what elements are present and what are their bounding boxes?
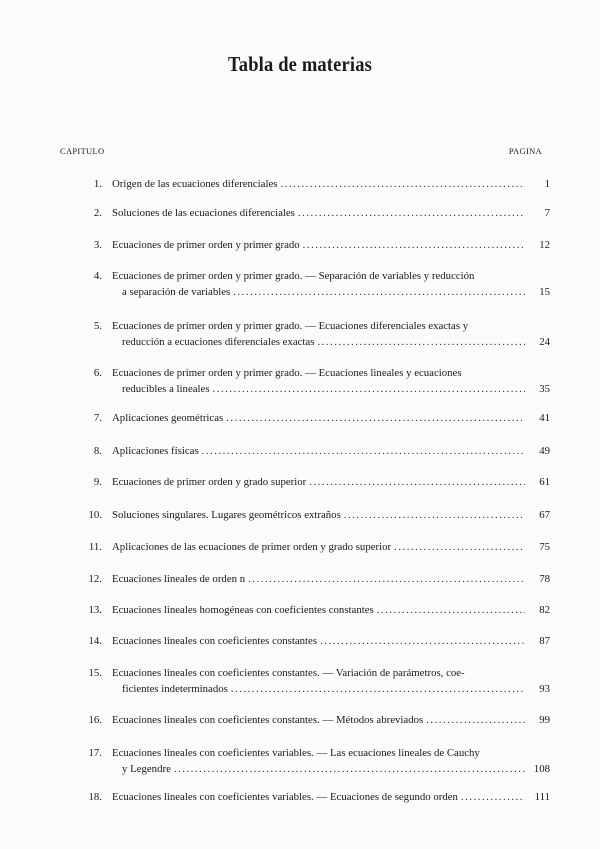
page-number: 35 <box>539 383 550 395</box>
page-number: 12 <box>539 239 550 251</box>
chapter-title: reducción a ecuaciones diferenciales exactas <box>122 336 315 348</box>
page-number: 111 <box>534 791 550 803</box>
chapter-title: Soluciones singulares. Lugares geométricos extraños <box>112 509 341 521</box>
page-number: 1 <box>544 178 550 190</box>
dot-leader <box>303 237 525 253</box>
page-number: 87 <box>539 635 550 647</box>
chapter-title: Ecuaciones de primer orden y grado superior <box>112 476 307 488</box>
page-number: 67 <box>539 509 550 521</box>
chapter-title: Ecuaciones de primer orden y primer grado. — Separación de variables y reducción <box>112 270 475 282</box>
dot-leader <box>298 205 525 221</box>
dot-leader <box>174 761 525 777</box>
chapter-title: Ecuaciones lineales con coeficientes constantes. — Métodos abreviados <box>112 714 424 726</box>
chapter-title: Ecuaciones lineales con coeficientes variables. — Las ecuaciones lineales de Cauchy <box>112 747 480 759</box>
chapter-title: Ecuaciones de primer orden y primer grado. — Ecuaciones diferenciales exactas y <box>112 320 469 332</box>
dot-leader <box>320 633 525 649</box>
chapter-title: reducibles a lineales <box>122 383 210 395</box>
dot-leader <box>213 381 525 397</box>
chapter-number: 16. <box>88 714 102 726</box>
page-column-header: PAGINA <box>508 146 542 156</box>
chapter-number: 2. <box>93 207 102 219</box>
dot-leader <box>202 443 525 459</box>
page-number: 75 <box>539 541 550 553</box>
page-number: 82 <box>539 604 550 616</box>
chapter-title: y Legendre <box>122 763 171 775</box>
chapter-number: 17. <box>88 747 102 759</box>
page-number: 93 <box>539 683 550 695</box>
chapter-number: 10. <box>88 509 102 521</box>
dot-leader <box>394 539 525 555</box>
chapter-title: Ecuaciones de primer orden y primer grado. — Ecuaciones lineales y ecuaciones <box>112 367 462 379</box>
chapter-title: a separación de variables <box>122 286 231 298</box>
chapter-title: Ecuaciones lineales con coeficientes constantes <box>112 635 318 647</box>
chapter-number: 5. <box>93 320 102 332</box>
dot-leader <box>248 571 525 587</box>
chapter-number: 3. <box>93 239 102 251</box>
chapter-number: 8. <box>93 445 102 457</box>
page-number: 108 <box>533 763 550 775</box>
chapter-number: 7. <box>93 412 102 424</box>
dot-leader <box>317 334 525 350</box>
page-number: 24 <box>539 336 550 348</box>
chapter-column-header: CAPITULO <box>60 146 105 156</box>
chapter-number: 6. <box>93 367 102 379</box>
chapter-number: 4. <box>93 270 102 282</box>
chapter-title: Aplicaciones de las ecuaciones de primer orden y grado superior <box>112 541 392 553</box>
chapter-number: 12. <box>88 573 102 585</box>
page-number: 99 <box>539 714 550 726</box>
dot-leader <box>426 712 525 728</box>
page-number: 41 <box>539 412 550 424</box>
dot-leader <box>344 507 525 523</box>
chapter-title: Aplicaciones geométricas <box>112 412 224 424</box>
dot-leader <box>231 681 525 697</box>
chapter-title: Ecuaciones de primer orden y primer grado <box>112 239 300 251</box>
page-number: 78 <box>539 573 550 585</box>
dot-leader <box>233 284 525 300</box>
chapter-title: Origen de las ecuaciones diferenciales <box>112 178 278 190</box>
chapter-number: 15. <box>88 667 102 679</box>
chapter-title: Ecuaciones lineales con coeficientes constantes. — Variación de parámetros, coe- <box>112 667 465 679</box>
chapter-number: 9. <box>93 476 102 488</box>
chapter-number: 13. <box>88 604 102 616</box>
page-number: 15 <box>539 286 550 298</box>
chapter-title: Soluciones de las ecuaciones diferenciales <box>112 207 295 219</box>
dot-leader <box>309 474 525 490</box>
chapter-number: 1. <box>93 178 102 190</box>
page-number: 49 <box>539 445 550 457</box>
chapter-title: Ecuaciones lineales de orden n <box>112 573 246 585</box>
dot-leader <box>461 789 525 805</box>
chapter-title: Ecuaciones lineales con coeficientes variables. — Ecuaciones de segundo orden <box>112 791 458 803</box>
chapter-title: ficientes indeterminados <box>122 683 228 695</box>
chapter-title: Ecuaciones lineales homogéneas con coeficientes constantes <box>112 604 374 616</box>
chapter-number: 11. <box>88 541 102 553</box>
page-number: 61 <box>539 476 550 488</box>
chapter-title: Aplicaciones físicas <box>112 445 199 457</box>
dot-leader <box>226 410 525 426</box>
page-number: 7 <box>544 207 550 219</box>
page-title: Tabla de materias <box>227 52 372 76</box>
chapter-number: 14. <box>88 635 102 647</box>
chapter-number: 18. <box>88 791 102 803</box>
dot-leader <box>280 176 525 192</box>
dot-leader <box>377 602 525 618</box>
